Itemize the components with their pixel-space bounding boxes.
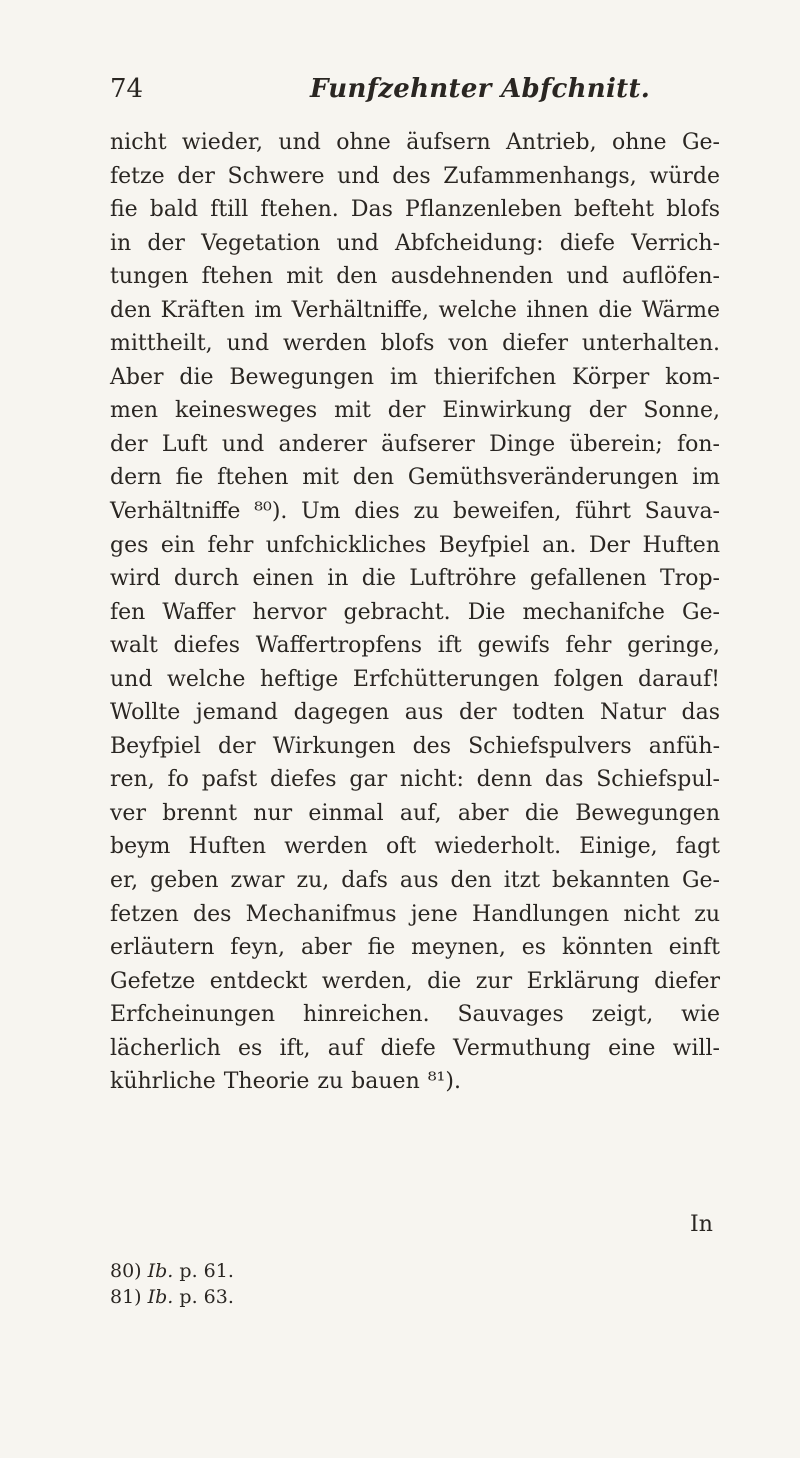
footnote-text: p. 63. [179, 1286, 234, 1308]
text-line: wird durch einen in die Luftröhre gefallenen Trop- [110, 566, 720, 592]
text-line: Verhältniffe ⁸⁰). Um dies zu beweifen, führt Sauva- [110, 499, 720, 525]
text-line: in der Vegetation und Abfcheidung: diefe Verrich- [110, 230, 720, 256]
text-line: men keinesweges mit der Einwirkung der Sonne, [110, 398, 720, 424]
footnote-text: p. 61. [179, 1260, 234, 1282]
text-line: Aber die Bewegungen im thierifchen Körper kom- [110, 364, 720, 390]
catchword: In [690, 1212, 713, 1237]
text-line: er, geben zwar zu, dafs aus den itzt bekannten Ge- [110, 868, 720, 894]
text-line: beym Huften werden oft wiederholt. Einige, fagt [110, 834, 720, 860]
page-number: 74 [110, 74, 144, 104]
text-line: dern fie ftehen mit den Gemüthsveränderungen im [110, 465, 720, 491]
text-line: fetze der Schwere und des Zufammenhangs, würde [110, 163, 720, 189]
text-line: ren, fo pafst diefes gar nicht: denn das Schiefspul- [110, 767, 720, 793]
text-line: und welche heftige Erfchütterungen folgen darauf! [110, 666, 720, 692]
text-line: der Luft und anderer äufserer Dinge überein; fon- [110, 431, 720, 457]
footnote-ref: Ib. [147, 1260, 174, 1282]
text-line: fetzen des Mechanifmus jene Handlungen nicht zu [110, 901, 720, 927]
text-line: Gefetze entdeckt werden, die zur Erklärung diefer [110, 968, 720, 994]
footnotes [110, 1258, 510, 1310]
text-line: walt diefes Waffertropfens ift gewifs fehr geringe, [110, 633, 720, 659]
running-head: Funfzehnter Abfchnitt. [310, 74, 651, 104]
footnote [110, 1258, 510, 1284]
text-line: tungen ftehen mit den ausdehnenden und auflöfen- [110, 264, 720, 290]
page-header [110, 74, 670, 114]
text-line: fie bald ftill ftehen. Das Pflanzenleben befteht blofs [110, 197, 720, 223]
text-line: ver brennt nur einmal auf, aber die Bewegungen [110, 800, 720, 826]
text-line: ges ein fehr unfchickliches Beyfpiel an. Der Huften [110, 532, 720, 558]
text-line: Erfcheinungen hinreichen. Sauvages zeigt, wie [110, 1002, 720, 1028]
text-line: nicht wieder, und ohne äufsern Antrieb, ohne Ge- [110, 130, 720, 155]
text-line: Beyfpiel der Wirkungen des Schiefspulvers anfüh- [110, 733, 720, 759]
text-line: fen Waffer hervor gebracht. Die mechanifche Ge- [110, 599, 720, 625]
body-text [110, 126, 720, 1099]
footnote [110, 1284, 510, 1310]
text-line: Wollte jemand dagegen aus der todten Natur das [110, 700, 720, 726]
text-line: den Kräften im Verhältniffe, welche ihnen die Wärme [110, 297, 720, 323]
text-line: erläutern feyn, aber fie meynen, es könnten einft [110, 935, 720, 961]
text-line: mittheilt, und werden blofs von diefer unterhalten. [110, 331, 720, 357]
footnote-ref: Ib. [147, 1286, 174, 1308]
footnote-mark: 81) [110, 1286, 142, 1308]
footnote-mark: 80) [110, 1260, 142, 1282]
text-line: kührliche Theorie zu bauen ⁸¹). [110, 1069, 461, 1095]
text-line: lächerlich es ift, auf diefe Vermuthung eine will- [110, 1035, 720, 1061]
